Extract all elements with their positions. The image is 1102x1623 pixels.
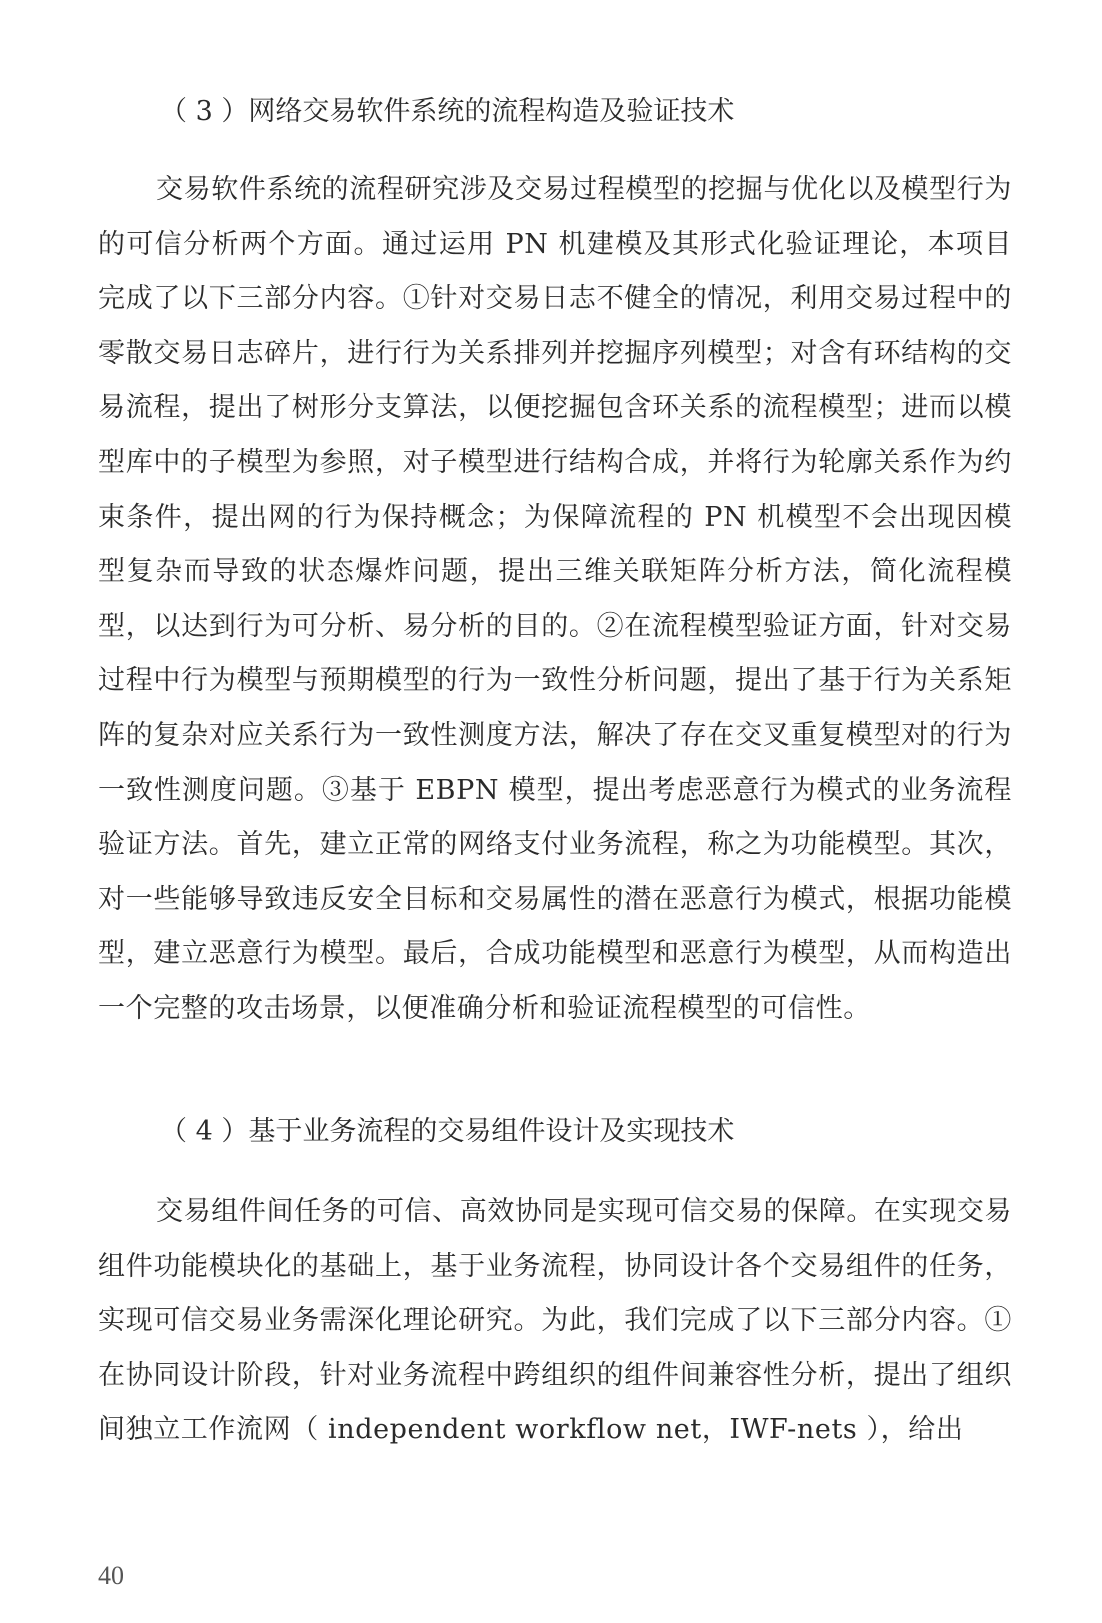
- section-paragraph-3: 交易软件系统的流程研究涉及交易过程模型的挖掘与优化以及模型行为的可信分析两个方面。通过运用 PN 机建模及其形式化验证理论，本项目完成了以下三部分内容。①针对交易日志不健全的情况，利用交易过程中的零散交易日志碎片，进行行为关系排列并挖掘序列模型；对含有环结构的交易流程，提出了树形分支算法，以便挖掘包含环关系的流程模型；进而以模型库中的子模型为参照，对子模型进行结构合成，并将行为轮廓关系作为约束条件，提出网的行为保持概念；为保障流程的 PN 机模型不会出现因模型复杂而导致的状态爆炸问题，提出三维关联矩阵分析方法，简化流程模型，以达到行为可分析、易分析的目的。②在流程模型验证方面，针对交易过程中行为模型与预期模型的行为一致性分析问题，提出了基于行为关系矩阵的复杂对应关系行为一致性测度方法，解决了存在交叉重复模型对的行为一致性测度问题。③基于 EBPN 模型，提出考虑恶意行为模式的业务流程验证方法。首先，建立正常的网络支付业务流程，称之为功能模型。其次，对一些能够导致违反安全目标和交易属性的潜在恶意行为模式，根据功能模型，建立恶意行为模型。最后，合成功能模型和恶意行为模型，从而构造出一个完整的攻击场景，以便准确分析和验证流程模型的可信性。: [98, 174, 1012, 1024]
- section-heading-3: （ 3 ）网络交易软件系统的流程构造及验证技术: [160, 96, 735, 127]
- section-paragraph-4: 交易组件间任务的可信、高效协同是实现可信交易的保障。在实现交易组件功能模块化的基础上，基于业务流程，协同设计各个交易组件的任务，实现可信交易业务需深化理论研究。为此，我们完成了以下三部分内容。①在协同设计阶段，针对业务流程中跨组织的组件间兼容性分析，提出了组织间独立工作流网（ independent workflow net，IWF-nets ），给出: [98, 1196, 1012, 1446]
- page-number: 40: [98, 1561, 124, 1590]
- section-heading-4: （ 4 ）基于业务流程的交易组件设计及实现技术: [160, 1116, 735, 1147]
